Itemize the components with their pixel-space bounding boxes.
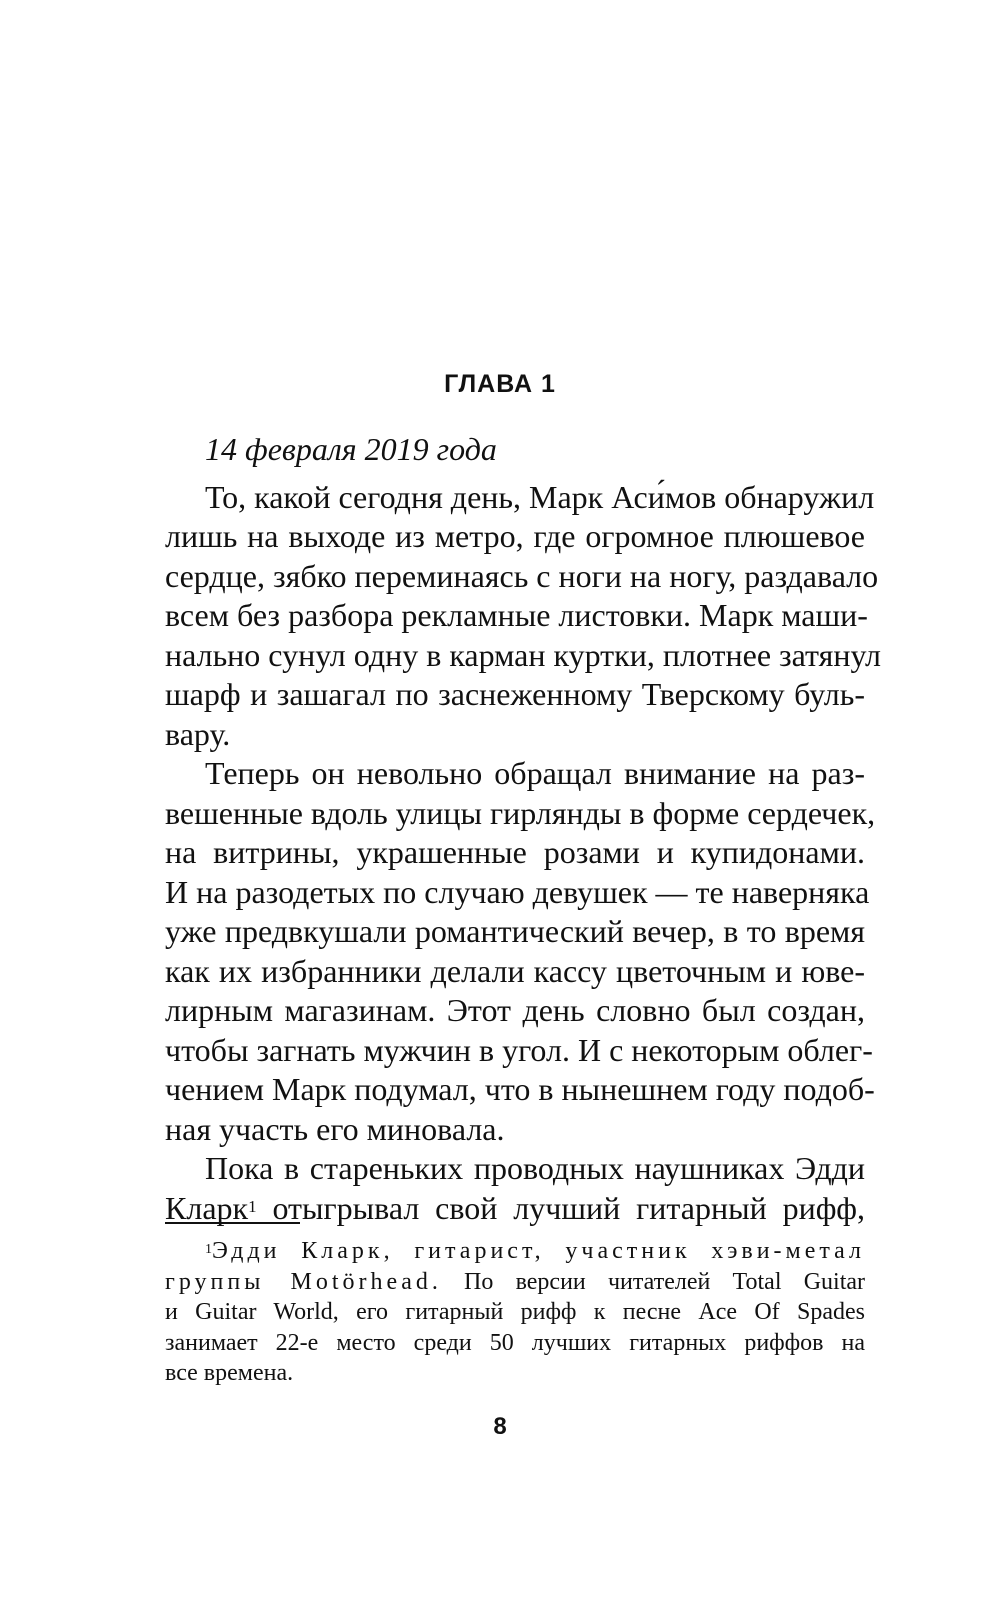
paragraph-2 (165, 754, 876, 1149)
text-line: ная участь его миновала. (165, 1110, 505, 1147)
text-line: сердце, зябко переминаясь с ноги на ногу, раздавало (165, 557, 879, 594)
footnote-text: По версии читателей Total Guitar (441, 1268, 866, 1295)
page-number: 8 (493, 1413, 507, 1440)
footnote-line: занимает 22-е место среди 50 лучших гитарных риффов на (165, 1329, 865, 1356)
text-line: на витрины, украшенные розами и купидонами. (165, 834, 865, 870)
chapter-heading: ГЛАВА 1 (444, 370, 556, 398)
text-line: То, какой сегодня день, Марк Аси́мов обнаружил (205, 478, 875, 515)
text-line: Пока в стареньких проводных наушниках Эдди (205, 1150, 865, 1186)
footnote-divider (165, 1222, 300, 1224)
footnote (165, 1236, 865, 1389)
text-fragment: Кларк (165, 1189, 249, 1226)
text-line: чтобы загнать мужчин в угол. И с некоторым облег- (165, 1031, 873, 1068)
footnote-text: Эдди Кларк, гитарист, участник хэви-метал (212, 1238, 865, 1264)
footnote-line: все времена. (165, 1360, 294, 1386)
text-line: И на разодетых по случаю девушек — те наверняка (165, 873, 870, 910)
footnote-marker: 1 (205, 1242, 212, 1257)
footnote-line (165, 1267, 865, 1298)
paragraph-3 (165, 1149, 865, 1228)
footnote-line: и Guitar World, его гитарный рифф к песне Ace Of Spades (165, 1299, 865, 1325)
text-line: шарф и зашагал по заснеженному Тверскому буль- (165, 676, 865, 712)
text-line: Теперь он невольно обращал внимание на раз- (205, 755, 865, 791)
body-text (165, 430, 881, 1228)
footnote-text: группы Motörhead. (165, 1268, 442, 1295)
text-line: вару. (165, 715, 231, 752)
text-line: нально сунул одну в карман куртки, плотнее затянул (165, 636, 881, 673)
text-line: лишь на выходе из метро, где огромное плюшевое (165, 518, 865, 554)
text-line: уже предвкушали романтический вечер, в то время (165, 913, 865, 949)
footnote-line (165, 1236, 865, 1267)
text-line: чением Марк подумал, что в нынешнем году подоб- (165, 1071, 875, 1107)
text-line: лирным магазинам. Этот день словно был создан, (165, 992, 865, 1028)
text-line: как их избранники делали кассу цветочным и юве- (165, 952, 865, 989)
footnote-reference[interactable]: 1 (248, 1196, 257, 1216)
text-line: всем без разбора рекламные листовки. Марк маши- (165, 597, 868, 633)
date-line: 14 февраля 2019 года (205, 431, 497, 467)
text-fragment: отыгрывал свой лучший гитарный рифф, (256, 1189, 865, 1226)
text-line: вешенные вдоль улицы гирлянды в форме сердечек, (165, 794, 876, 831)
paragraph-1 (165, 478, 881, 755)
